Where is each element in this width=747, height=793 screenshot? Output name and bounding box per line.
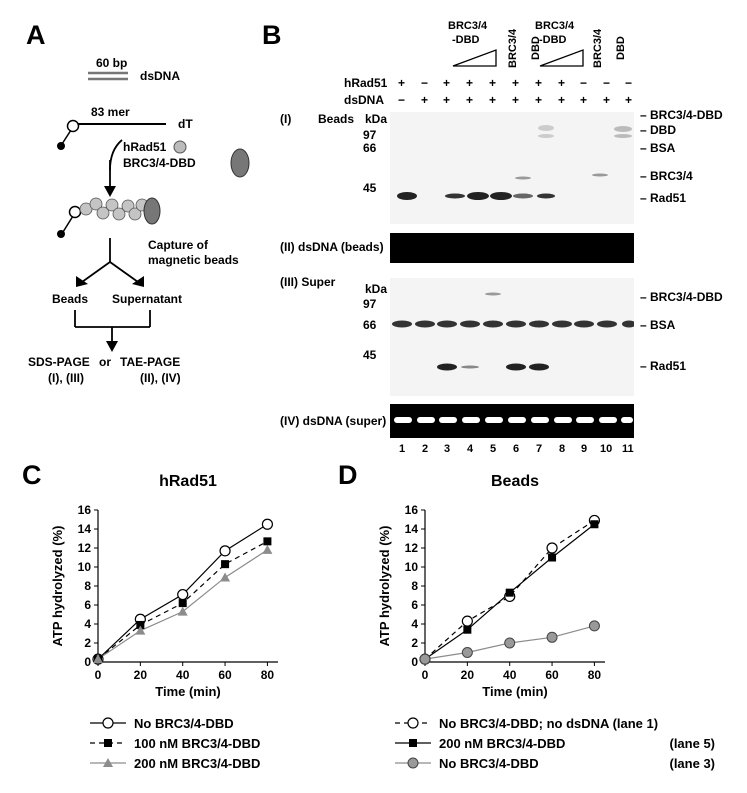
x-tick-label: 60 [545, 668, 559, 682]
legend-extra-2: (lane 5) [669, 736, 715, 751]
y-tick-label: 8 [411, 579, 418, 593]
y-tick-label: 6 [84, 598, 91, 612]
dt-label: dT [178, 117, 193, 131]
band-label-brc-dbd-1: – BRC3/4-DBD [640, 108, 723, 122]
lane-number-1: 1 [399, 443, 406, 455]
band-label-bsa-2: – BSA [640, 318, 676, 332]
section-3-label: (III) Super [280, 275, 336, 289]
chart-title: Beads [490, 473, 540, 490]
lane-number-6: 6 [513, 443, 520, 455]
data-point-s1-3 [178, 590, 188, 600]
data-point-s3-4 [220, 572, 230, 581]
hrad51-signs-6: + [512, 76, 520, 90]
col-header-dbd-1: -DBD [452, 34, 480, 46]
y-tick-label: 14 [404, 522, 418, 536]
data-point-s2-3 [179, 599, 187, 607]
x-tick-label: 40 [176, 668, 190, 682]
legend-marker-2 [409, 739, 417, 747]
capture-label-1: Capture of [148, 238, 208, 252]
sds-label: SDS-PAGE [28, 355, 90, 369]
legend-label-2: 100 nM BRC3/4-DBD [134, 736, 261, 751]
lane-number-5: 5 [490, 443, 497, 455]
col-header-dbd-3: -DBD [539, 34, 567, 46]
chart-c [0, 455, 373, 793]
dsdna-signs-3: + [443, 93, 451, 107]
concentration-wedges [0, 0, 747, 80]
tae-sub-label: (II), (IV) [140, 371, 181, 385]
hrad51-signs-2: − [421, 76, 429, 90]
y-tick-label: 12 [77, 541, 91, 555]
section-1-name: Beads [318, 112, 355, 126]
section-1-marker-66: 66 [363, 141, 377, 155]
chart-d [373, 455, 747, 793]
dsdna-signs-11: + [625, 93, 633, 107]
section-3-marker-97: 97 [363, 297, 377, 311]
section-3-marker-66: 66 [363, 318, 377, 332]
col-header-dbd-2: DBD [530, 36, 542, 60]
x-axis-label: Time (min) [482, 684, 548, 699]
data-point-s1-5 [262, 519, 272, 529]
hrad51-signs-4: + [466, 76, 474, 90]
legend-marker-1 [408, 718, 418, 728]
legend-label-3: No BRC3/4-DBD [439, 756, 539, 771]
dsdna-signs-4: + [466, 93, 474, 107]
lane-number-8: 8 [559, 443, 566, 455]
band-label-dbd: – DBD [640, 123, 677, 137]
section-3-kda: kDa [365, 282, 388, 296]
lane-number-3: 3 [444, 443, 451, 455]
y-tick-label: 8 [84, 579, 91, 593]
dsdna-signs-10: + [603, 93, 611, 107]
col-header-brc-2: BRC3/4 [507, 28, 519, 68]
hrad51-signs-1: + [398, 76, 406, 90]
hrad51-signs-9: − [580, 76, 588, 90]
panel-b-label: B [262, 20, 282, 50]
band-label-brc-dbd-2: – BRC3/4-DBD [640, 290, 723, 304]
beads-label: Beads [52, 292, 89, 306]
data-point-s1-4 [547, 543, 557, 553]
data-point-s3-5 [589, 621, 599, 631]
gel-super-protein [390, 278, 634, 396]
legend-label-1: No BRC3/4-DBD; no dsDNA (lane 1) [439, 716, 659, 731]
band-label-bsa-1: – BSA [640, 141, 676, 155]
data-point-s1-2 [462, 616, 472, 626]
panel-d-label: D [338, 460, 358, 490]
y-tick-label: 2 [84, 636, 91, 650]
lane-number-4: 4 [467, 443, 474, 455]
section-1-kda: kDa [365, 112, 388, 126]
dsdna-signs-1: − [398, 93, 406, 107]
data-point-s2-2 [463, 626, 471, 634]
hrad51-signs-10: − [603, 76, 611, 90]
band-label-rad51-1: – Rad51 [640, 191, 687, 205]
dsdna-signs-7: + [535, 93, 543, 107]
hrad51-signs-8: + [558, 76, 566, 90]
tae-label: TAE-PAGE [120, 355, 181, 369]
gel-beads-protein [390, 112, 634, 224]
data-point-s2-3 [506, 589, 514, 597]
row-label-dsdna: dsDNA [344, 93, 385, 107]
section-1-marker-45: 45 [363, 181, 377, 195]
y-tick-label: 2 [411, 636, 418, 650]
brc-label: BRC3/4-DBD [123, 156, 196, 170]
section-4-label: (IV) dsDNA (super) [280, 414, 387, 428]
y-tick-label: 6 [411, 598, 418, 612]
data-point-s3-3 [178, 607, 188, 616]
dsdna-signs-5: + [489, 93, 497, 107]
dsdna-signs-8: + [558, 93, 566, 107]
x-tick-label: 40 [503, 668, 517, 682]
x-tick-label: 0 [94, 668, 102, 682]
capture-label-2: magnetic beads [148, 253, 239, 267]
y-tick-label: 16 [404, 503, 418, 517]
hrad51-signs-5: + [489, 76, 497, 90]
x-axis-label: Time (min) [155, 684, 221, 699]
data-point-s2-5 [590, 520, 598, 528]
y-tick-label: 12 [404, 541, 418, 555]
y-axis-label: ATP hydrolyzed (%) [50, 525, 65, 647]
y-tick-label: 4 [84, 617, 91, 631]
hrad51-signs-7: + [535, 76, 543, 90]
col-header-brc-3: BRC3/4 [535, 20, 575, 32]
section-1-label: (I) [280, 112, 292, 126]
chart-title: hRad51 [159, 473, 217, 490]
section-3-marker-45: 45 [363, 348, 377, 362]
dsdna-signs-2: + [421, 93, 429, 107]
dsdna-signs-9: + [580, 93, 588, 107]
mer-label: 83 mer [91, 105, 130, 119]
x-tick-label: 20 [460, 668, 475, 682]
lane-number-10: 10 [600, 443, 613, 455]
y-tick-label: 4 [411, 617, 418, 631]
bp-label: 60 bp [96, 56, 128, 70]
y-tick-label: 0 [84, 655, 91, 669]
col-header-brc-1: BRC3/4 [448, 20, 488, 32]
panel-a-label: A [26, 20, 46, 50]
lane-number-9: 9 [581, 443, 588, 455]
legend-label-2: 200 nM BRC3/4-DBD [439, 736, 566, 751]
data-point-s2-4 [548, 554, 556, 562]
y-tick-label: 10 [77, 560, 91, 574]
hrad51-signs-11: − [625, 76, 633, 90]
legend-label-1: No BRC3/4-DBD [134, 716, 234, 731]
x-tick-label: 0 [421, 668, 429, 682]
lane-number-11: 11 [622, 443, 634, 455]
data-point-s3-5 [262, 545, 272, 554]
band-label-rad51-2: – Rad51 [640, 359, 687, 373]
x-tick-label: 20 [133, 668, 148, 682]
lane-number-7: 7 [536, 443, 543, 455]
data-point-s3-2 [462, 648, 472, 658]
col-header-dbd-4: DBD [615, 36, 627, 60]
legend-label-3: 200 nM BRC3/4-DBD [134, 756, 261, 771]
y-tick-label: 10 [404, 560, 418, 574]
y-axis-label: ATP hydrolyzed (%) [377, 525, 392, 647]
lane-number-2: 2 [422, 443, 429, 455]
y-tick-label: 16 [77, 503, 91, 517]
legend-marker-3 [408, 758, 418, 768]
supernatant-label: Supernatant [112, 292, 183, 306]
data-point-s3-4 [547, 632, 557, 642]
hrad51-label: hRad51 [123, 140, 167, 154]
sds-sub-label: (I), (III) [48, 371, 84, 385]
data-point-s2-5 [263, 537, 271, 545]
x-tick-label: 80 [587, 668, 602, 682]
y-tick-label: 0 [411, 655, 418, 669]
panel-c-label: C [22, 460, 42, 490]
legend-extra-3: (lane 3) [669, 756, 715, 771]
section-1-marker-97: 97 [363, 128, 377, 142]
hrad51-signs-3: + [443, 76, 451, 90]
data-point-s2-4 [221, 560, 229, 568]
section-2-label: (II) dsDNA (beads) [280, 240, 384, 254]
band-label-brc: – BRC3/4 [640, 169, 693, 183]
legend-marker-1 [103, 718, 113, 728]
dsdna-signs-6: + [512, 93, 520, 107]
data-point-s1-4 [220, 546, 230, 556]
data-point-s3-3 [505, 638, 515, 648]
legend-marker-2 [104, 739, 112, 747]
data-point-s3-1 [420, 654, 430, 664]
x-tick-label: 80 [260, 668, 275, 682]
or-label: or [99, 355, 111, 369]
gel-beads-dsdna [390, 233, 634, 263]
x-tick-label: 60 [218, 668, 232, 682]
y-tick-label: 14 [77, 522, 91, 536]
col-header-brc-4: BRC3/4 [592, 28, 604, 68]
gel-super-dsdna [390, 404, 634, 438]
row-label-hrad51: hRad51 [344, 76, 388, 90]
dsdna-label: dsDNA [140, 69, 181, 83]
